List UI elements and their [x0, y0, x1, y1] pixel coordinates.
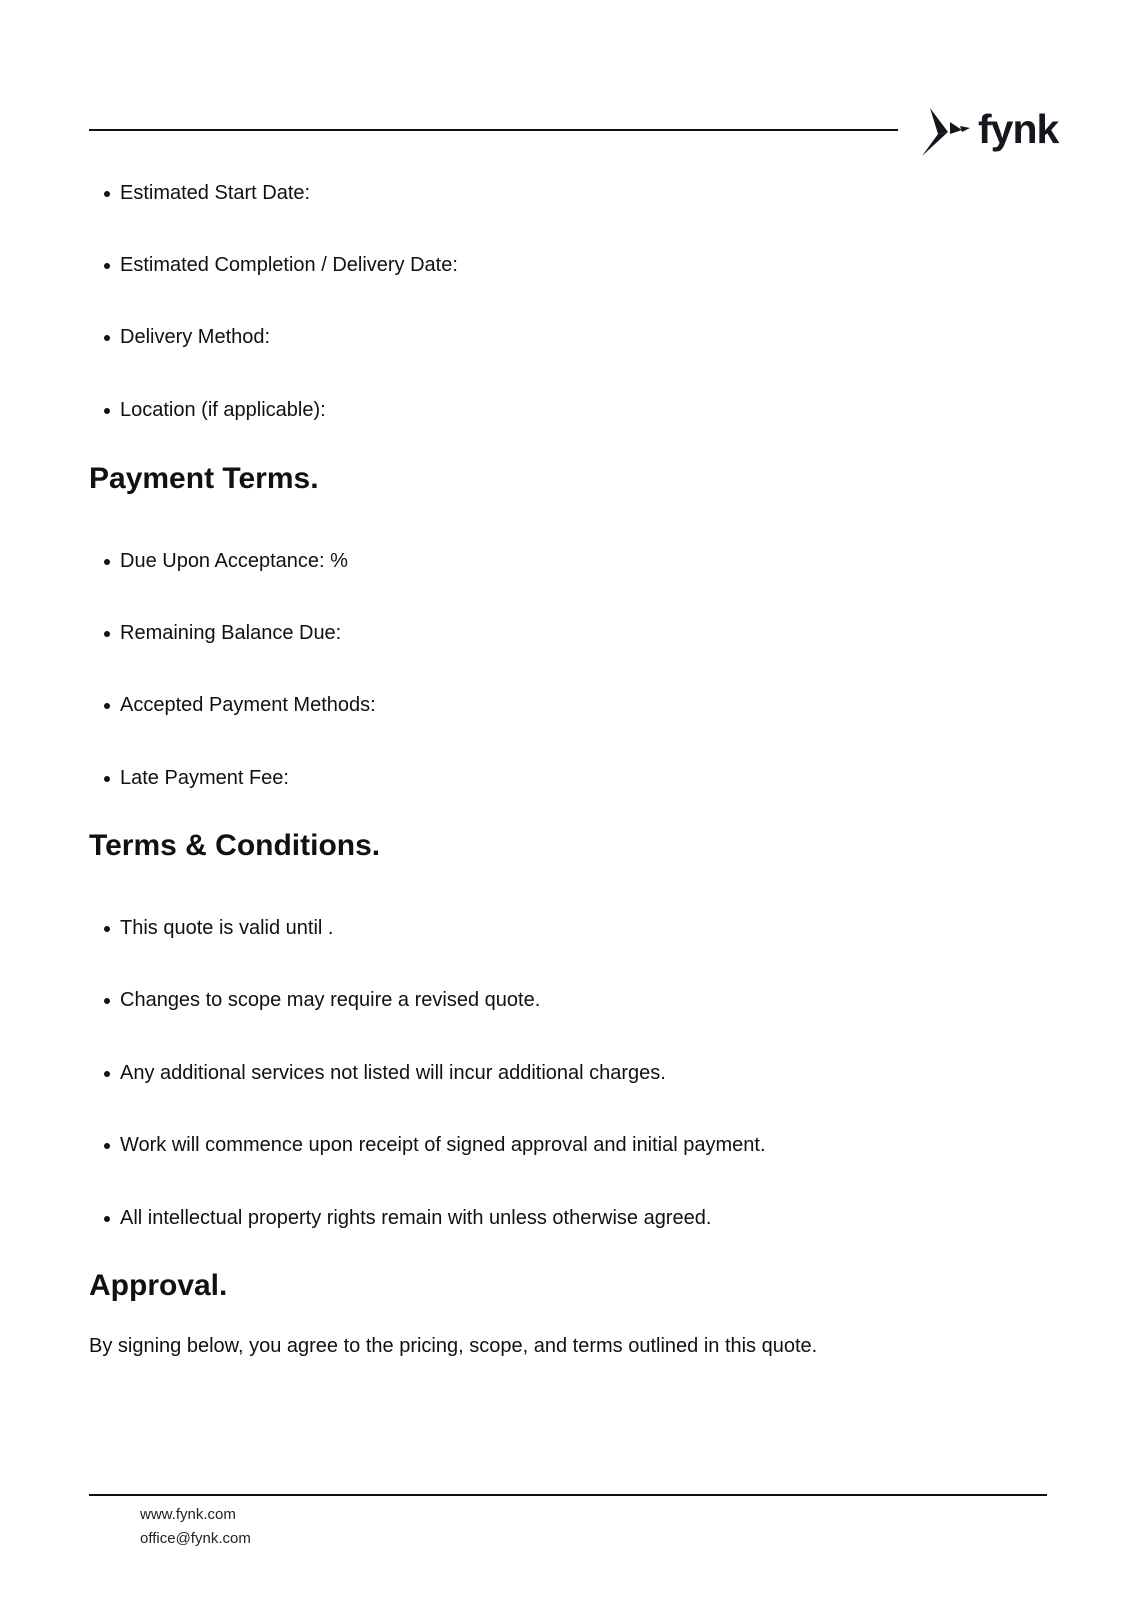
- brand-wordmark: fynk: [978, 106, 1059, 152]
- list-item: Accepted Payment Methods:: [120, 694, 376, 716]
- footer-divider: [89, 1494, 1047, 1496]
- terms-conditions-heading: Terms & Conditions.: [89, 829, 381, 862]
- list-item: Due Upon Acceptance: %: [120, 550, 348, 572]
- list-item: Remaining Balance Due:: [120, 622, 342, 644]
- header-divider: [89, 129, 898, 131]
- list-item: Delivery Method:: [120, 326, 271, 348]
- footer-email: office@fynk.com: [140, 1530, 251, 1547]
- list-item: Estimated Start Date:: [120, 182, 311, 204]
- list-item: Location (if applicable):: [120, 399, 326, 421]
- list-item: Estimated Completion / Delivery Date:: [120, 254, 458, 276]
- payment-terms-heading: Payment Terms.: [89, 462, 319, 495]
- bird-icon: [920, 104, 976, 160]
- list-item: All intellectual property rights remain with unless otherwise agreed.: [120, 1207, 712, 1229]
- footer-website: www.fynk.com: [140, 1506, 236, 1523]
- list-item: Late Payment Fee:: [120, 767, 289, 789]
- brand-logo: [920, 104, 1059, 160]
- list-item: This quote is valid until .: [120, 917, 334, 939]
- list-item: Changes to scope may require a revised quote.: [120, 989, 541, 1011]
- approval-heading: Approval.: [89, 1269, 228, 1302]
- list-item: Any additional services not listed will incur additional charges.: [120, 1062, 666, 1084]
- list-item: Work will commence upon receipt of signed approval and initial payment.: [120, 1134, 766, 1156]
- approval-text: By signing below, you agree to the pricing, scope, and terms outlined in this quote.: [89, 1335, 818, 1357]
